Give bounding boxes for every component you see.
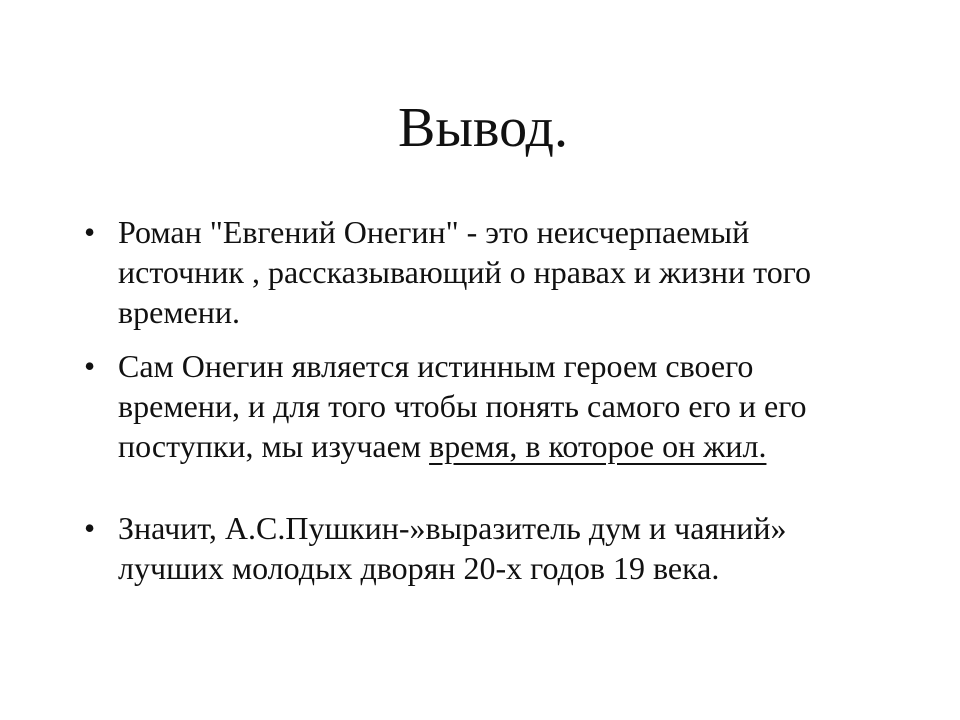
bullet-text: Значит, А.С.Пушкин-»выразитель дум и чаяний» лучших молодых дворян 20-х годов 19 века. xyxy=(118,510,787,586)
bullet-marker: • xyxy=(84,510,96,546)
bullet-marker: • xyxy=(84,348,96,384)
underlined-phrase: время, в которое он жил. xyxy=(429,428,767,464)
bullet-text: Сам Онегин является истинным героем своего времени, и для того чтобы понять самого его и его поступки, мы изучаем xyxy=(118,348,807,464)
bullet-text: Роман "Евгений Онегин" - это неисчерпаемый источник , рассказывающий о нравах и жизни того времени. xyxy=(118,214,812,330)
bullet-item xyxy=(84,508,864,588)
slide-title: Вывод. xyxy=(398,97,568,159)
bullet-item xyxy=(84,212,864,332)
bullet-list xyxy=(84,212,864,588)
bullet-item xyxy=(84,346,864,466)
bullet-marker: • xyxy=(84,214,96,250)
